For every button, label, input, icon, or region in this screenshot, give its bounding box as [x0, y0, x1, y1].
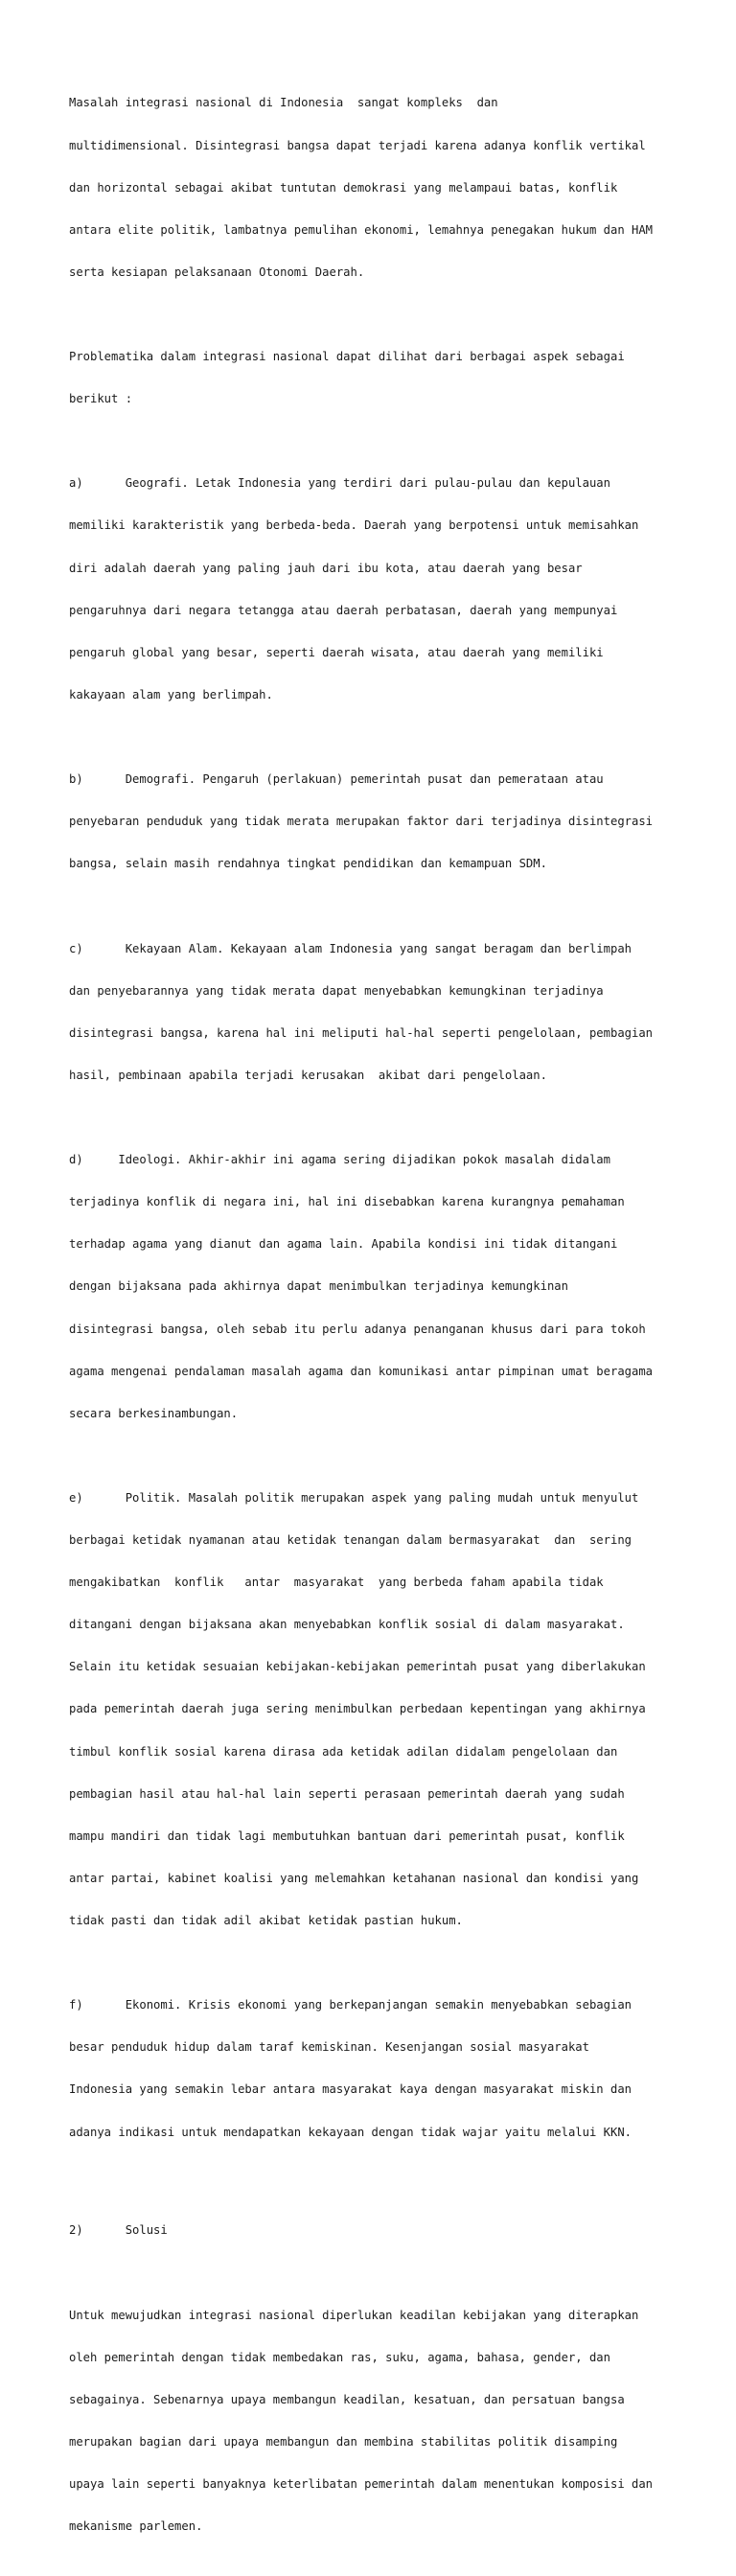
- text-line: dengan bijaksana pada akhirnya dapat menimbulkan terjadinya kemungkinan: [69, 1279, 568, 1294]
- text-line: kakayaan alam yang berlimpah.: [69, 687, 273, 702]
- text-line: e) Politik. Masalah politik merupakan aspek yang paling mudah untuk menyulut: [69, 1490, 639, 1505]
- text-line: Indonesia yang semakin lebar antara masyarakat kaya dengan masyarakat miskin dan: [69, 2082, 632, 2097]
- text-line: Selain itu ketidak sesuaian kebijakan-kebijakan pemerintah pusat yang diberlakukan: [69, 1660, 646, 1674]
- text-line: berikut :: [69, 392, 133, 406]
- paragraph-demografi: [69, 745, 682, 900]
- text-line: serta kesiapan pelaksanaan Otonomi Daerah.: [69, 264, 365, 279]
- paragraph-problematika: [69, 322, 682, 435]
- document-page: [69, 68, 682, 2576]
- text-line: mekanisme parlemen.: [69, 2519, 203, 2534]
- text-line: bangsa, selain masih rendahnya tingkat pendidikan dan kemampuan SDM.: [69, 857, 547, 871]
- text-line: pada pemerintah daerah juga sering menimbulkan perbedaan kepentingan yang akhirnya: [69, 1702, 646, 1716]
- text-line: multidimensional. Disintegrasi bangsa dapat terjadi karena adanya konflik vertikal: [69, 138, 646, 152]
- text-line: antara elite politik, lambatnya pemulihan ekonomi, lemahnya penegakan hukum dan HAM: [69, 222, 654, 237]
- text-line: dan horizontal sebagai akibat tuntutan demokrasi yang melampaui batas, konflik: [69, 180, 618, 195]
- paragraph-kekayaan-alam: [69, 913, 682, 1111]
- text-line: terhadap agama yang dianut dan agama lain. Apabila kondisi ini tidak ditangani: [69, 1237, 618, 1252]
- text-line: secara berkesinambungan.: [69, 1406, 239, 1420]
- text-line: tidak pasti dan tidak adil akibat ketidak pastian hukum.: [69, 1914, 463, 1928]
- text-line: Untuk mewujudkan integrasi nasional diperlukan keadilan kebijakan yang diterapkan: [69, 2308, 639, 2322]
- text-line: disintegrasi bangsa, oleh sebab itu perlu adanya penanganan khusus dari para tokoh: [69, 1322, 646, 1336]
- text-line: a) Geografi. Letak Indonesia yang terdiri dari pulau-pulau dan kepulauan: [69, 476, 610, 491]
- paragraph-intro: [69, 68, 682, 308]
- text-line: pengaruh global yang besar, seperti daerah wisata, atau daerah yang memiliki: [69, 645, 604, 659]
- text-line: memiliki karakteristik yang berbeda-beda. Daerah yang berpotensi untuk memisahkan: [69, 518, 639, 533]
- text-line: ditangani dengan bijaksana akan menyebabkan konflik sosial di dalam masyarakat.: [69, 1618, 625, 1632]
- text-line: besar penduduk hidup dalam taraf kemiskinan. Kesenjangan sosial masyarakat: [69, 2040, 589, 2055]
- paragraph-geografi: [69, 448, 682, 730]
- text-line: c) Kekayaan Alam. Kekayaan alam Indonesia yang sangat beragam dan berlimpah: [69, 941, 632, 955]
- text-line: hasil, pembinaan apabila terjadi kerusakan akibat dari pengelolaan.: [69, 1068, 547, 1082]
- section-heading-solusi: [69, 2196, 682, 2266]
- text-line: pengaruhnya dari negara tetangga atau daerah perbatasan, daerah yang mempunyai: [69, 603, 618, 617]
- text-line: upaya lain seperti banyaknya keterlibatan pemerintah dalam menentukan komposisi dan: [69, 2477, 654, 2492]
- text-line: Problematika dalam integrasi nasional dapat dilihat dari berbagai aspek sebagai: [69, 350, 625, 364]
- text-line: dan penyebarannya yang tidak merata dapat menyebabkan kemungkinan terjadinya: [69, 983, 604, 998]
- paragraph-solusi: [69, 2280, 682, 2562]
- text-line: terjadinya konflik di negara ini, hal ini disebabkan karena kurangnya pemahaman: [69, 1195, 625, 1209]
- heading-line: 2) Solusi: [69, 2223, 168, 2238]
- text-line: mengakibatkan konflik antar masyarakat yang berbeda faham apabila tidak: [69, 1576, 604, 1590]
- text-line: sebagainya. Sebenarnya upaya membangun keadilan, kesatuan, dan persatuan bangsa: [69, 2392, 625, 2406]
- text-line: f) Ekonomi. Krisis ekonomi yang berkepanjangan semakin menyebabkan sebagian: [69, 1998, 632, 2012]
- text-line: d) Ideologi. Akhir-akhir ini agama sering dijadikan pokok masalah didalam: [69, 1153, 610, 1167]
- text-line: mampu mandiri dan tidak lagi membutuhkan bantuan dari pemerintah pusat, konflik: [69, 1828, 625, 1843]
- paragraph-ideologi: [69, 1125, 682, 1449]
- text-line: antar partai, kabinet koalisi yang melemahkan ketahanan nasional dan kondisi yang: [69, 1871, 639, 1885]
- text-line: penyebaran penduduk yang tidak merata merupakan faktor dari terjadinya disintegrasi: [69, 815, 654, 829]
- text-line: diri adalah daerah yang paling jauh dari ibu kota, atau daerah yang besar: [69, 561, 583, 575]
- text-line: timbul konflik sosial karena dirasa ada ketidak adilan didalam pengelolaan dan: [69, 1744, 618, 1759]
- text-line: pembagian hasil atau hal-hal lain seperti perasaan pemerintah daerah yang sudah: [69, 1786, 625, 1801]
- text-line: merupakan bagian dari upaya membangun dan membina stabilitas politik disamping: [69, 2434, 618, 2449]
- text-line: disintegrasi bangsa, karena hal ini meliputi hal-hal seperti pengelolaan, pembagian: [69, 1025, 654, 1040]
- text-line: oleh pemerintah dengan tidak membedakan ras, suku, agama, bahasa, gender, dan: [69, 2350, 610, 2364]
- text-line: b) Demografi. Pengaruh (perlakuan) pemerintah pusat dan pemerataan atau: [69, 772, 604, 787]
- text-line: agama mengenai pendalaman masalah agama dan komunikasi antar pimpinan umat beragama: [69, 1364, 654, 1378]
- text-line: adanya indikasi untuk mendapatkan kekayaan dengan tidak wajar yaitu melalui KKN.: [69, 2125, 632, 2139]
- paragraph-ekonomi: [69, 1970, 682, 2168]
- paragraph-politik: [69, 1463, 682, 1957]
- text-line: Masalah integrasi nasional di Indonesia sangat kompleks dan: [69, 96, 498, 110]
- text-line: berbagai ketidak nyamanan atau ketidak tenangan dalam bermasyarakat dan sering: [69, 1533, 632, 1548]
